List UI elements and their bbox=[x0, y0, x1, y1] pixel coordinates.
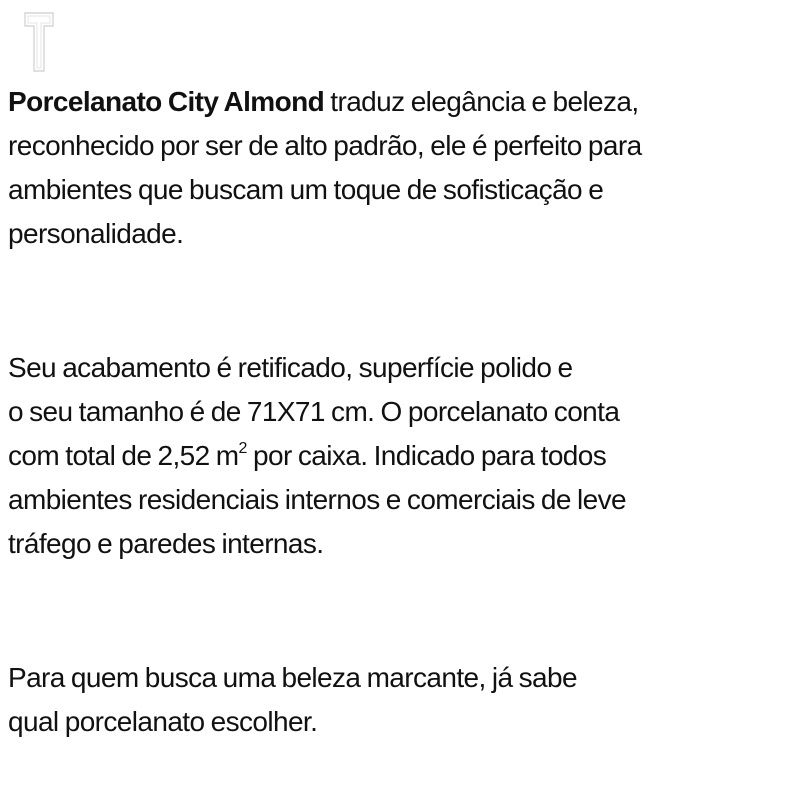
specs-line-5: tráfego e paredes internas. bbox=[8, 528, 324, 559]
product-description bbox=[8, 80, 788, 744]
square-meter-superscript: 2 bbox=[238, 440, 247, 457]
specs-line-1: Seu acabamento é retificado, superfície polido e bbox=[8, 352, 573, 383]
intro-line-1 bbox=[8, 80, 788, 124]
closing-line-1: Para quem busca uma beleza marcante, já sabe bbox=[8, 662, 577, 693]
description-paragraph-specs bbox=[8, 346, 788, 566]
description-paragraph-intro bbox=[8, 80, 788, 256]
description-paragraph-closing bbox=[8, 656, 788, 744]
specs-line-2: o seu tamanho é de 71X71 cm. O porcelanato conta bbox=[8, 396, 620, 427]
closing-line-2: qual porcelanato escolher. bbox=[8, 706, 318, 737]
intro-line-2: reconhecido por ser de alto padrão, ele é perfeito para bbox=[8, 130, 642, 161]
specs-line-4: ambientes residenciais internos e comerciais de leve bbox=[8, 484, 627, 515]
intro-line-4: personalidade. bbox=[8, 218, 184, 249]
specs-line-3-end: por caixa. Indicado para todos bbox=[246, 440, 607, 471]
intro-line-3: ambientes que buscam um toque de sofisticação e bbox=[8, 174, 604, 205]
specs-line-3-start: com total de 2,52 m bbox=[8, 440, 239, 471]
intro-line-1-text: traduz elegância e beleza, bbox=[324, 86, 639, 117]
product-name: Porcelanato City Almond bbox=[8, 86, 325, 117]
specs-line-3 bbox=[8, 434, 788, 478]
brand-t-logo-icon bbox=[24, 12, 54, 72]
